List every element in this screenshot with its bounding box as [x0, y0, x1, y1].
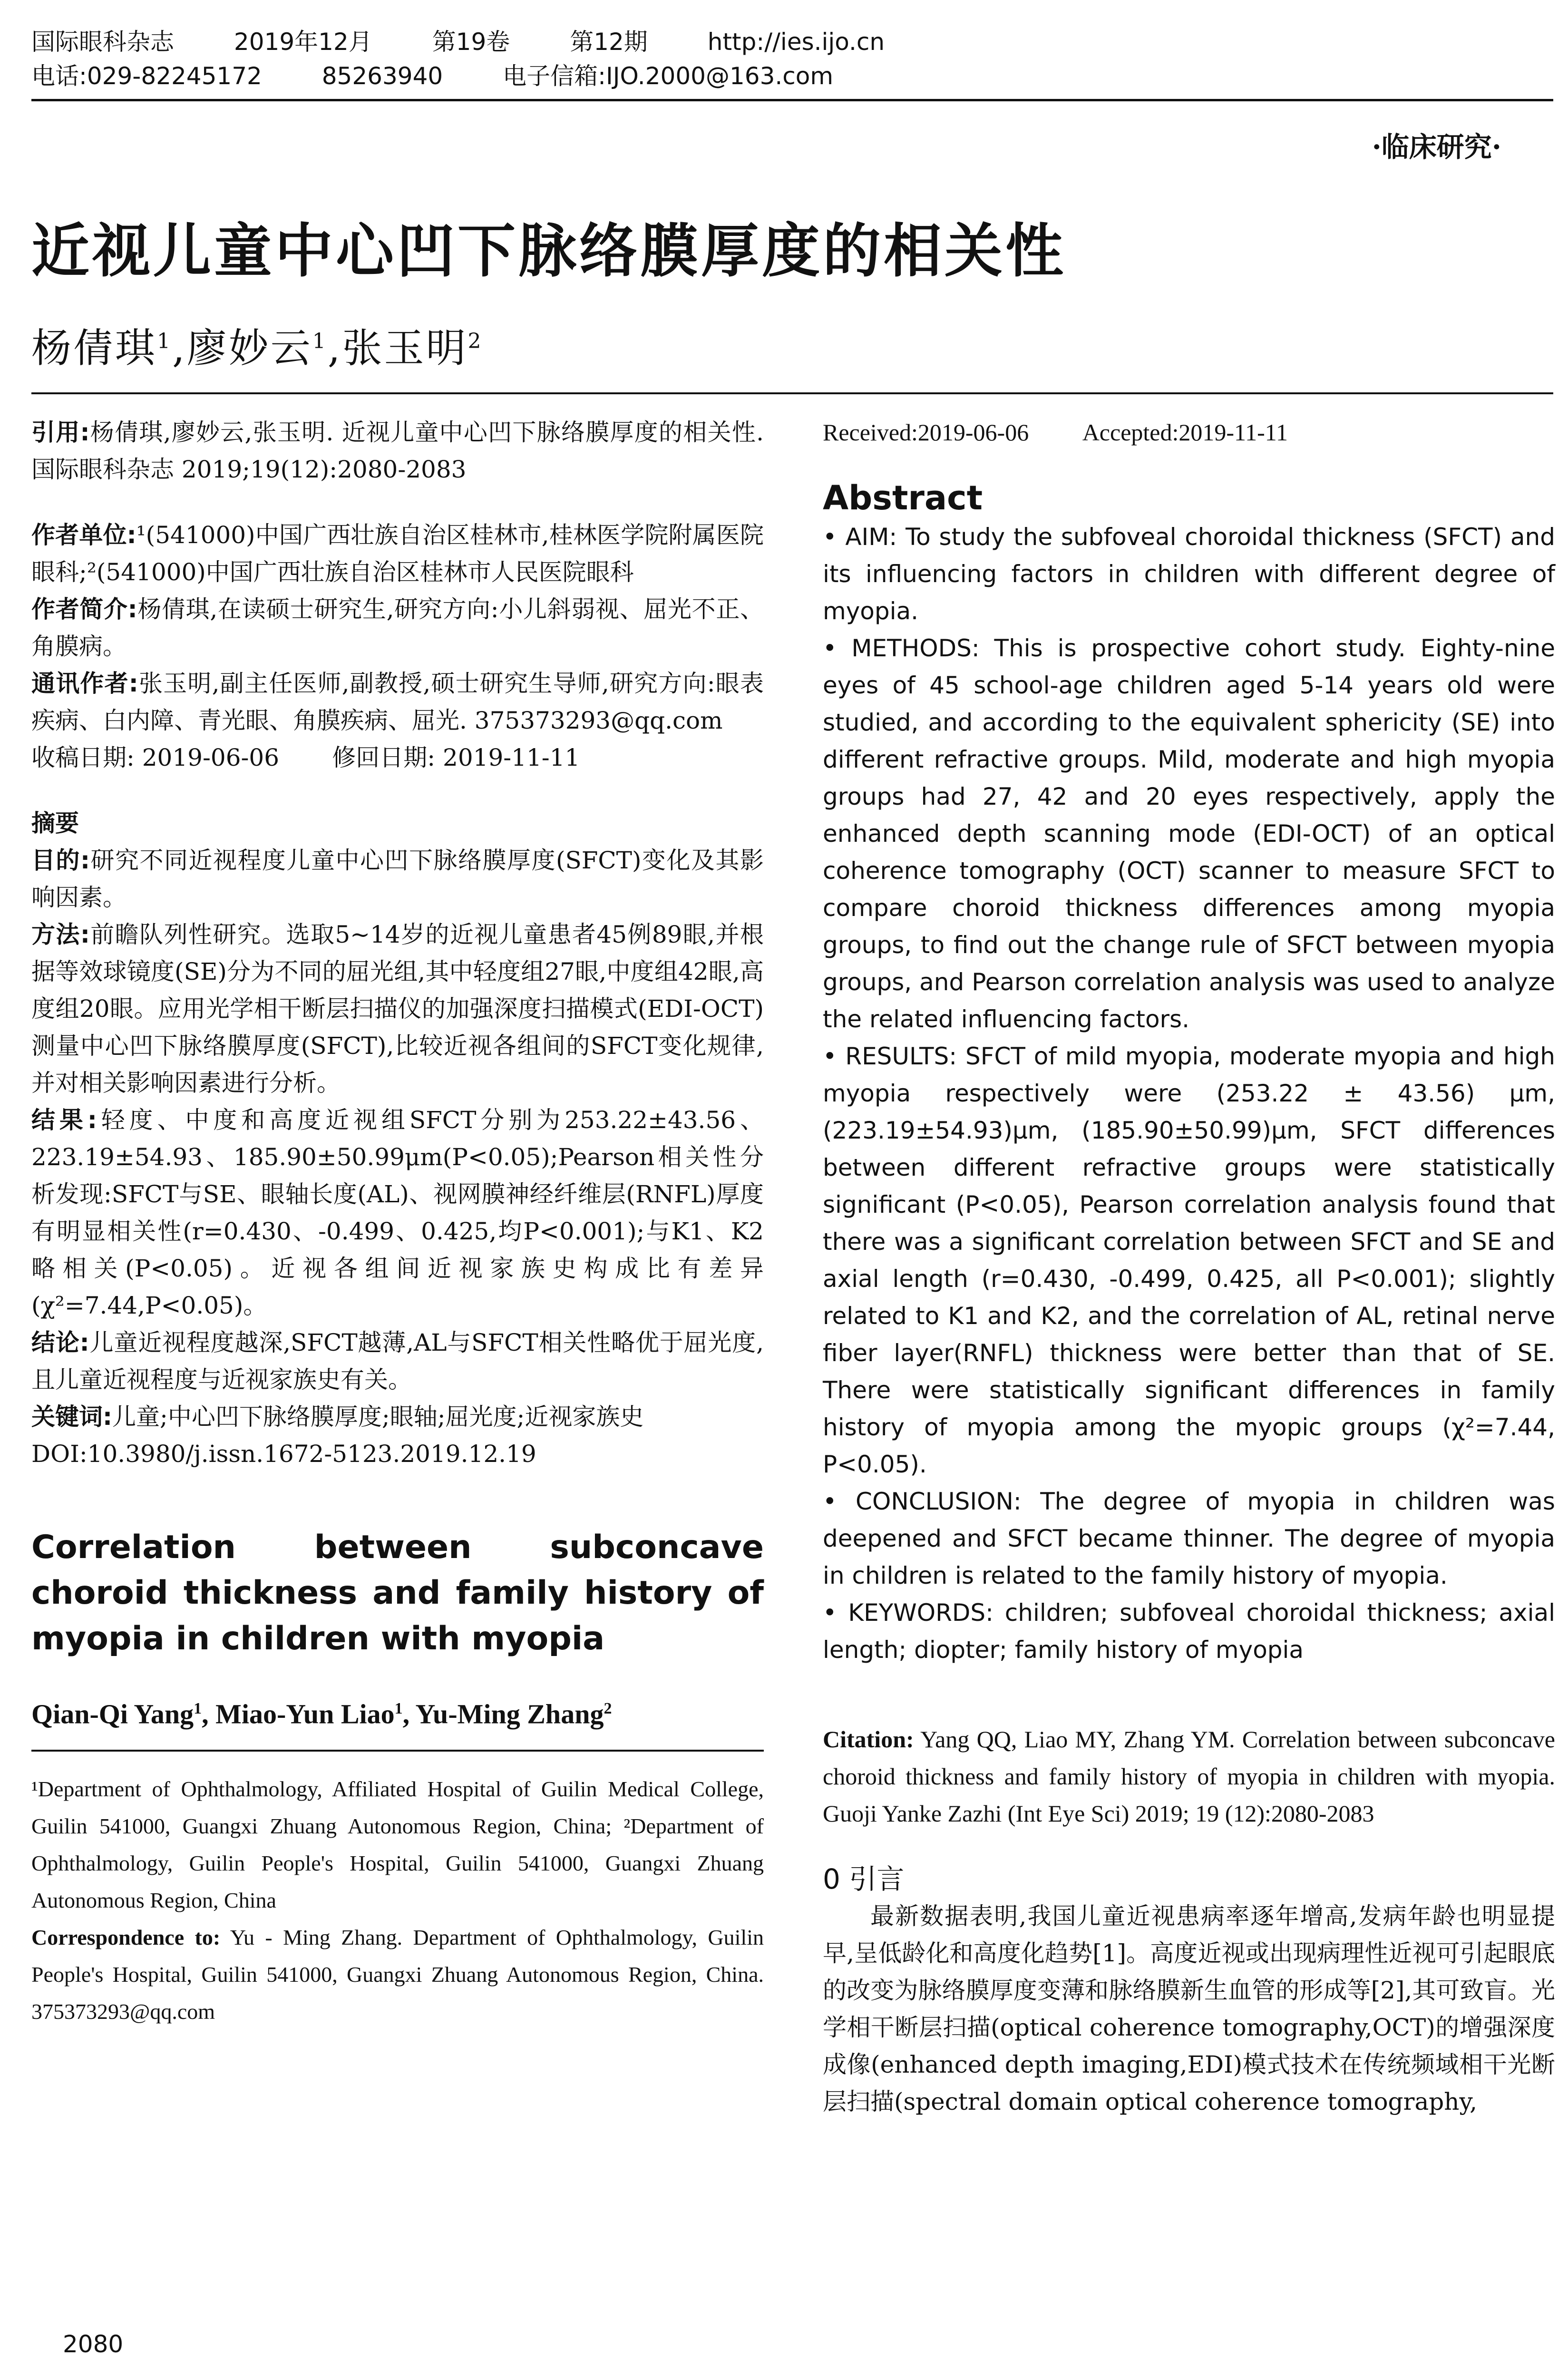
- en-accepted-date: Accepted:2019-11-11: [1082, 419, 1288, 446]
- methods-zh-label: 方法:: [31, 921, 90, 948]
- issue: 第12期: [570, 28, 648, 56]
- telephone: 电话:029-82245172: [31, 62, 262, 90]
- issue-date: 2019年12月: [234, 28, 372, 56]
- english-author-affiliation: 1: [194, 1700, 202, 1717]
- english-author-name: Qian-Qi Yang: [31, 1698, 194, 1730]
- citation-text: 杨倩琪,廖妙云,张玉明. 近视儿童中心凹下脉络膜厚度的相关性.国际眼科杂志 2019;19(12):2080-2083: [31, 419, 764, 483]
- journal-url[interactable]: http://ies.ijo.cn: [707, 28, 885, 56]
- bio-block: [31, 591, 764, 665]
- dates-row: [31, 739, 764, 776]
- aim-zh-text: 研究不同近视程度儿童中心凹下脉络膜厚度(SFCT)变化及其影响因素。: [31, 847, 764, 911]
- english-correspondence: [31, 1919, 764, 2030]
- conclusion-zh: [31, 1324, 764, 1398]
- author-affiliation: 2: [467, 329, 483, 353]
- results-zh: [31, 1101, 764, 1324]
- en-received-date: Received:2019-06-06: [823, 419, 1029, 446]
- article-title: 近视儿童中心凹下脉络膜厚度的相关性: [31, 217, 1066, 285]
- journal-name: 国际眼科杂志: [31, 28, 174, 56]
- keywords-zh-text: 儿童;中心凹下脉络膜厚度;眼轴;屈光度;近视家族史: [112, 1403, 644, 1431]
- methods-en: • METHODS: This is prospective cohort study. Eighty-nine eyes of 45 school-age children aged 5-14 years old were studied, and according to the equivalent sphericity (SE) into different refractive groups. Mild, moderate and high myopia groups had 27, 42 and 20 eyes respectively, apply the enhanced depth scanning mode (EDI-OCT) of an optical coherence tomography (OCT) scanner to measure SFCT to compare choroid thickness differences among myopia groups, to find out the change rule of SFCT between myopia groups, and Pearson correlation analysis was used to analyze the related influencing factors.: [823, 634, 1555, 1033]
- english-author-name: Yu-Ming Zhang: [415, 1698, 604, 1730]
- bio-text: 杨倩琪,在读硕士研究生,研究方向:小儿斜弱视、屈光不正、角膜病。: [31, 595, 764, 660]
- section-label: ·临床研究·: [1372, 131, 1501, 163]
- aim-zh: [31, 842, 764, 916]
- methods-zh: [31, 916, 764, 1101]
- revised-date: 修回日期: 2019-11-11: [332, 744, 580, 771]
- english-author-affiliation: 1: [394, 1700, 403, 1717]
- intro-heading: 0 引言: [823, 1863, 905, 1895]
- english-author-affiliation: 2: [604, 1700, 612, 1717]
- authors-rule: [31, 392, 1553, 394]
- corresponding-label: 通讯作者:: [31, 670, 138, 697]
- keywords-zh-label: 关键词:: [31, 1403, 112, 1431]
- running-header: [31, 25, 1553, 93]
- page-number: 2080: [63, 2330, 124, 2358]
- header-rule: [31, 99, 1553, 101]
- en-citation-text: Yang QQ, Liao MY, Zhang YM. Correlation between subconcave choroid thickness and family history of myopia in children with myopia. Guoji Yanke Zazhi (Int Eye Sci) 2019; 19 (12):2080-2083: [823, 1726, 1555, 1827]
- english-author-name: Miao-Yun Liao: [215, 1698, 395, 1730]
- author-affiliation: 1: [157, 329, 173, 353]
- abstract-en-heading: Abstract: [823, 478, 983, 517]
- author-name: 廖妙云: [186, 325, 312, 371]
- citation-block: [31, 414, 764, 488]
- unit-text: ¹(541000)中国广西壮族自治区桂林市,桂林医学院附属医院眼科;²(541000)中国广西壮族自治区桂林市人民医院眼科: [31, 521, 764, 586]
- english-affiliations: ¹Department of Ophthalmology, Affiliated Hospital of Guilin Medical College, Guilin 541000, Guangxi Zhuang Autonomous Region, China; ²Department of Ophthalmology, Guilin People's Hospital, Guilin 541000, Guangxi Zhuang Autonomous Region, China: [31, 1777, 764, 1913]
- conclusion-zh-label: 结论:: [31, 1329, 89, 1356]
- email[interactable]: 电子信箱:IJO.2000@163.com: [503, 62, 834, 90]
- author-list: 杨倩琪$^1$,廖妙云$^1$,张玉明$^2$: [31, 325, 483, 371]
- keywords-zh: [31, 1398, 764, 1435]
- english-authors-rule: [31, 1750, 764, 1752]
- received-date: 收稿日期: 2019-06-06: [31, 744, 280, 771]
- unit-label: 作者单位:: [31, 521, 136, 549]
- en-dates-row: [823, 414, 1555, 451]
- results-en: • RESULTS: SFCT of mild myopia, moderate myopia and high myopia respectively were (253.22 ± 43.56) μm, (223.19±54.93)μm, (185.90±50.99)μm, SFCT differences between different refractive groups were statistically significant (P<0.05), Pearson correlation analysis found that there was a significant correlation between SFCT and SE and axial length (r=0.430, -0.499, 0.425, all P<0.001); slightly related to K1 and K2, and the correlation of AL, retinal nerve fiber layer(RNFL) thickness were better than that of SE. There were statistically significant differences in family history of myopia among the myopic groups (χ²=7.44, P<0.05).: [823, 1042, 1555, 1478]
- conclusion-en: • CONCLUSION: The degree of myopia in children was deepened and SFCT became thinner. The degree of myopia in children is related to the family history of myopia.: [823, 1488, 1555, 1589]
- citation-label: 引用:: [31, 419, 90, 446]
- author-affiliation: 1: [312, 329, 328, 353]
- aim-en: • AIM: To study the subfoveal choroidal thickness (SFCT) and its influencing factors in children with different degree of myopia.: [823, 523, 1555, 625]
- right-column: [823, 414, 1555, 2120]
- intro-text: 最新数据表明,我国儿童近视患病率逐年增高,发病年龄也明显提早,呈低龄化和高度化趋势[1]。高度近视或出现病理性近视可引起眼底的改变为脉络膜厚度变薄和脉络膜新生血管的形成等[2],其可致盲。光学相干断层扫描(optical coherence tomography,OCT)的增强深度成像(enhanced depth imaging,EDI)模式技术在传统频域相干光断层扫描(spectral domain optical coherence tomography,: [823, 1902, 1555, 2115]
- results-zh-label: 结果:: [31, 1106, 97, 1134]
- unit-block: [31, 516, 764, 591]
- conclusion-zh-text: 儿童近视程度越深,SFCT越薄,AL与SFCT相关性略优于屈光度,且儿童近视程度与近视家族史有关。: [31, 1329, 764, 1393]
- corresponding-block: [31, 665, 764, 739]
- results-zh-text: 轻度、中度和高度近视组SFCT分别为253.22±43.56、223.19±54.93、185.90±50.99μm(P<0.05);Pearson相关性分析发现:SFCT与SE、眼轴长度(AL)、视网膜神经纤维层(RNFL)厚度有明显相关性(r=0.430、-0.499、0.425,均P<0.001);与K1、K2略相关(P<0.05)。近视各组间近视家族史构成比有差异(χ²=7.44,P<0.05)。: [31, 1106, 764, 1319]
- author-name: 杨倩琪: [31, 325, 157, 371]
- methods-zh-text: 前瞻队列性研究。选取5~14岁的近视儿童患者45例89眼,并根据等效球镜度(SE)分为不同的屈光组,其中轻度组27眼,中度组42眼,高度组20眼。应用光学相干断层扫描仪的加强深度扫描模式(EDI-OCT)测量中心凹下脉络膜厚度(SFCT),比较近视各组间的SFCT变化规律,并对相关影响因素进行分析。: [31, 921, 764, 1097]
- english-title: Correlation between subconcave choroid thickness and family history of myopia in children with myopia: [31, 1529, 764, 1657]
- telephone-2: 85263940: [321, 62, 443, 90]
- abstract-zh-heading: 摘要: [31, 809, 79, 837]
- author-name: 张玉明: [342, 325, 468, 371]
- corresponding-text: 张玉明,副主任医师,副教授,硕士研究生导师,研究方向:眼表疾病、白内障、青光眼、角膜疾病、屈光. 375373293@qq.com: [31, 670, 764, 734]
- en-citation-label: Citation:: [823, 1726, 914, 1753]
- en-citation: [823, 1721, 1555, 1832]
- doi[interactable]: DOI:10.3980/j.issn.1672-5123.2019.12.19: [31, 1440, 536, 1468]
- volume: 第19卷: [432, 28, 510, 56]
- bio-label: 作者简介:: [31, 595, 137, 623]
- correspondence-label: Correspondence to:: [31, 1925, 221, 1950]
- correspondence-text: Yu - Ming Zhang. Department of Ophthalmology, Guilin People's Hospital, Guilin 541000, Guangxi Zhuang Autonomous Region, China. 375373293@qq.com: [31, 1925, 764, 2024]
- aim-zh-label: 目的:: [31, 847, 90, 874]
- english-author-list: Qian-Qi Yang$^1$, Miao-Yun Liao$^1$, Yu-Ming Zhang$^2$: [31, 1698, 612, 1730]
- left-column: [31, 414, 764, 2030]
- keywords-en: • KEYWORDS: children; subfoveal choroidal thickness; axial length; diopter; family history of myopia: [823, 1599, 1555, 1664]
